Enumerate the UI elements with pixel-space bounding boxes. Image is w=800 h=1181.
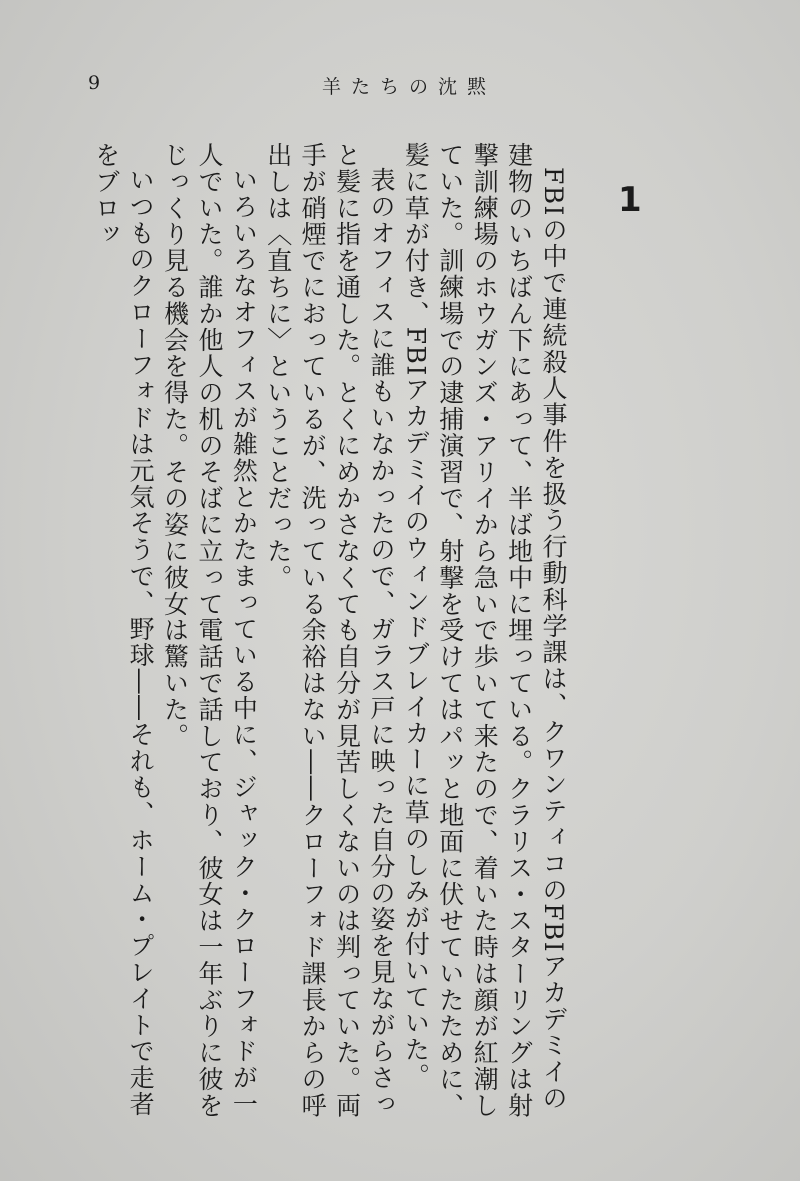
body-text: [78, 142, 570, 1132]
running-title: 羊たちの沈黙: [322, 76, 497, 98]
paragraph-3: いろいろなオフィスが雑然とかたまっている中に、ジャック・クローフォドが一人でいた。誰か他人の机のそばに立って電話で話しており、彼女は一年ぶりに彼をじっくり見る機会を得た。その姿に彼女は驚いた。: [160, 142, 259, 1119]
paragraph-1: FBIの中で連続殺人事件を扱う行動科学課は、クワンティコのFBIアカデミイの建物のいちばん下にあって、半ば地中に埋っている。クラリス・スターリングは射撃訓練場のホウガンズ・アリイから急いで歩いて来たので、着いた時は顔が紅潮していた。訓練場での逮捕演習で、射撃を受けてはパッと地面に伏せていたために、髪に草が付き、FBIアカデミイのウィンドブレイカーに草のしみが付いていた。: [401, 142, 568, 1119]
page-number: 9: [88, 72, 102, 94]
paragraph-4: いつものクローフォドは元気そうで、野球――それも、ホーム・プレイトで走者をブロッ: [91, 142, 156, 1118]
paragraph-2: 表のオフィスに誰もいなかったので、ガラス戸に映った自分の姿を見ながらさっと髪に指を通した。とくにめかさなくても自分が見苦しくないのは判っていた。両手が硝煙でにおっているが、洗っている余裕はない――クローフォド課長からの呼出しは〈直ちに〉ということだった。: [263, 142, 396, 1119]
chapter-number: 1: [618, 180, 642, 220]
